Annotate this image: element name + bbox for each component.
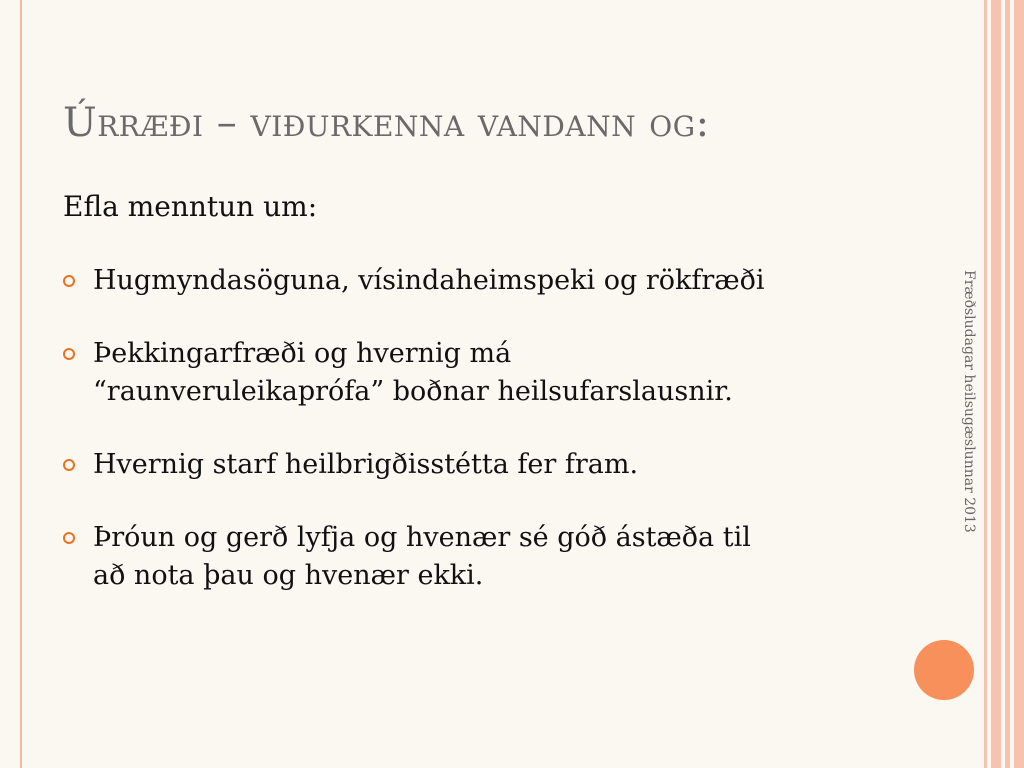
- bullet-list: [63, 262, 923, 630]
- bullet-line: Þróun og gerð lyfja og hvenær sé góð ástæða til: [93, 522, 751, 553]
- decor-stripe: [1014, 0, 1024, 768]
- bullet-item: [63, 519, 923, 595]
- bullet-line: Hvernig starf heilbrigðisstétta fer fram.: [93, 449, 639, 480]
- bullet-ring-icon: [63, 348, 75, 360]
- bullet-line: “raunveruleikaprófa” boðnar heilsufarslausnir.: [93, 376, 733, 407]
- bullet-item: [63, 446, 923, 484]
- decor-stripe: [991, 0, 1001, 768]
- bullet-line: Hugmyndasöguna, vísindaheimspeki og rökfræði: [93, 265, 765, 296]
- decor-stripe: [1005, 0, 1010, 768]
- bullet-ring-icon: [63, 532, 75, 544]
- bullet-item: [63, 335, 923, 411]
- title-initial: Ú: [63, 100, 98, 146]
- bullet-ring-icon: [63, 275, 75, 287]
- footer-side-text: Fræðsludagar heilsugæslunnar 2013: [961, 270, 977, 533]
- title-rest: rræði – viðurkenna vandann og:: [97, 100, 710, 146]
- slide-subtitle: Efla menntun um:: [63, 190, 318, 223]
- decor-circle: [914, 640, 974, 700]
- bullet-ring-icon: [63, 459, 75, 471]
- bullet-item: [63, 262, 923, 300]
- frame-left-line: [20, 0, 22, 768]
- bullet-line: að nota þau og hvenær ekki.: [93, 560, 484, 591]
- slide-title: [63, 100, 943, 146]
- bullet-line: Þekkingarfræði og hvernig má: [93, 338, 512, 369]
- decor-stripe: [984, 0, 987, 768]
